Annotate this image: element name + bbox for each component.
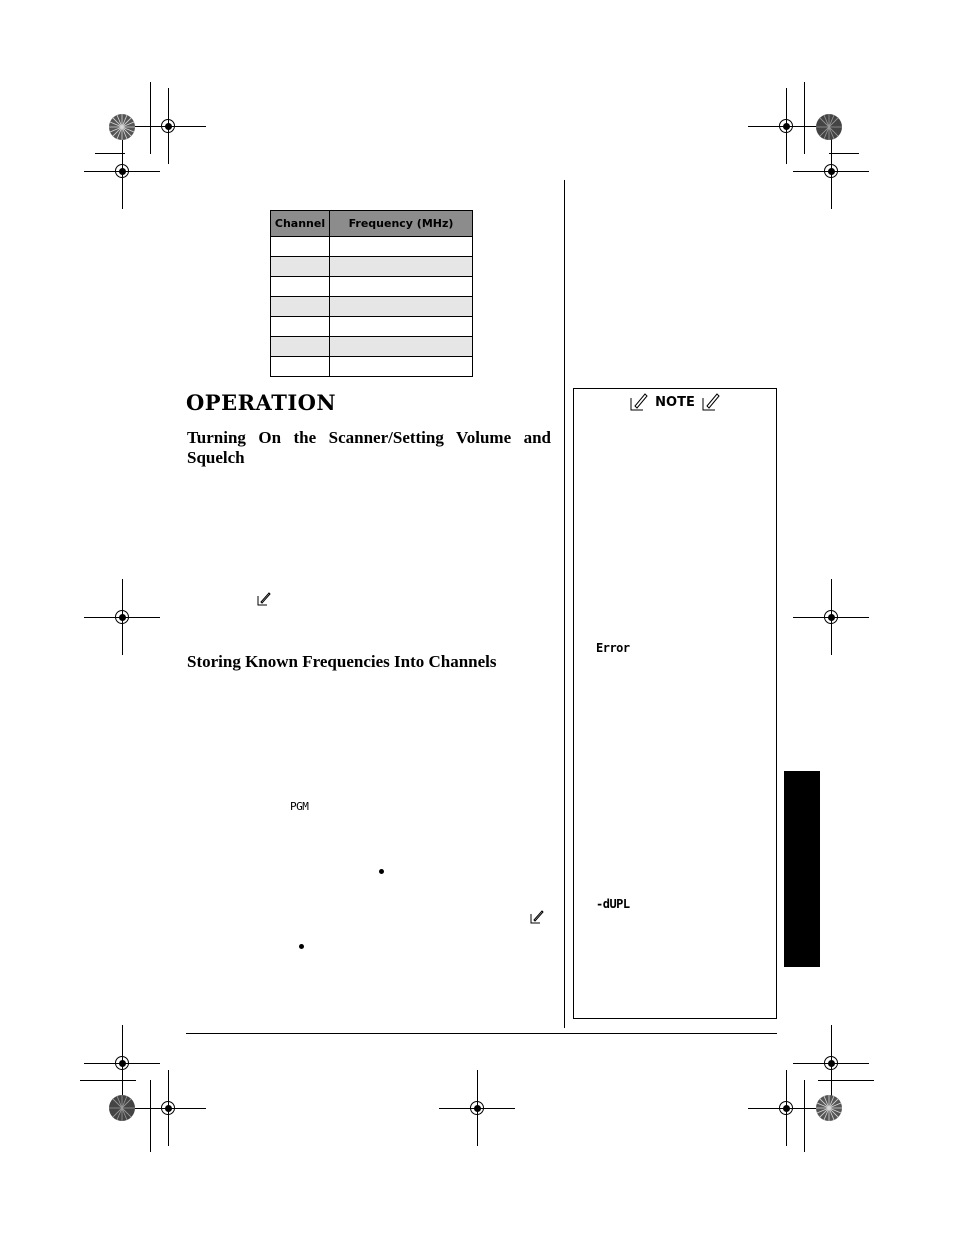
crop-line	[150, 82, 151, 154]
table-cell	[330, 317, 473, 337]
note-box	[573, 388, 777, 1019]
table-cell	[330, 237, 473, 257]
lcd-dupl-indicator: -dUPL	[596, 897, 630, 911]
note-pencil-icon	[257, 592, 271, 606]
footer-rule	[186, 1033, 777, 1034]
table-row	[271, 297, 473, 317]
crop-line	[95, 153, 125, 154]
column-header-frequency: Frequency (MHz)	[330, 211, 473, 237]
table-cell	[271, 237, 330, 257]
table-cell	[271, 337, 330, 357]
table-cell	[330, 337, 473, 357]
table-row	[271, 237, 473, 257]
table-cell	[330, 277, 473, 297]
crop-line	[80, 1080, 136, 1081]
bullet-dot	[379, 869, 384, 874]
table-cell	[271, 357, 330, 377]
crop-line	[150, 1080, 151, 1152]
lcd-error-indicator: Error	[596, 641, 630, 655]
lcd-pgm-indicator: PGM	[290, 800, 309, 813]
table-row	[271, 277, 473, 297]
note-pencil-icon	[630, 393, 648, 411]
channel-frequency-table	[270, 210, 473, 377]
table-cell	[330, 257, 473, 277]
color-registration-starburst	[108, 1094, 136, 1122]
table-row	[271, 257, 473, 277]
crop-line	[829, 153, 859, 154]
table-row	[271, 357, 473, 377]
table-row	[271, 317, 473, 337]
color-registration-starburst	[815, 113, 843, 141]
subheading-turning-on-scanner: Turning On the Scanner/Setting Volume and Squelch	[187, 428, 551, 467]
table-cell	[271, 297, 330, 317]
table-header-row	[271, 211, 473, 237]
table-cell	[330, 297, 473, 317]
crop-line	[818, 1080, 874, 1081]
crop-line	[804, 1080, 805, 1152]
color-registration-starburst	[108, 113, 136, 141]
column-divider	[564, 180, 565, 1028]
table-cell	[271, 317, 330, 337]
crop-line	[804, 82, 805, 154]
column-header-channel: Channel	[271, 211, 330, 237]
table-cell	[271, 257, 330, 277]
section-thumb-tab	[784, 771, 820, 967]
note-pencil-icon	[530, 910, 544, 924]
note-pencil-icon	[702, 393, 720, 411]
note-header	[574, 393, 776, 411]
section-title-operation: OPERATION	[186, 390, 337, 415]
color-registration-starburst	[815, 1094, 843, 1122]
subheading-storing-frequencies: Storing Known Frequencies Into Channels	[187, 652, 497, 671]
bullet-dot	[299, 944, 304, 949]
table-row	[271, 337, 473, 357]
note-label: NOTE	[655, 394, 695, 410]
table-cell	[330, 357, 473, 377]
table-cell	[271, 277, 330, 297]
